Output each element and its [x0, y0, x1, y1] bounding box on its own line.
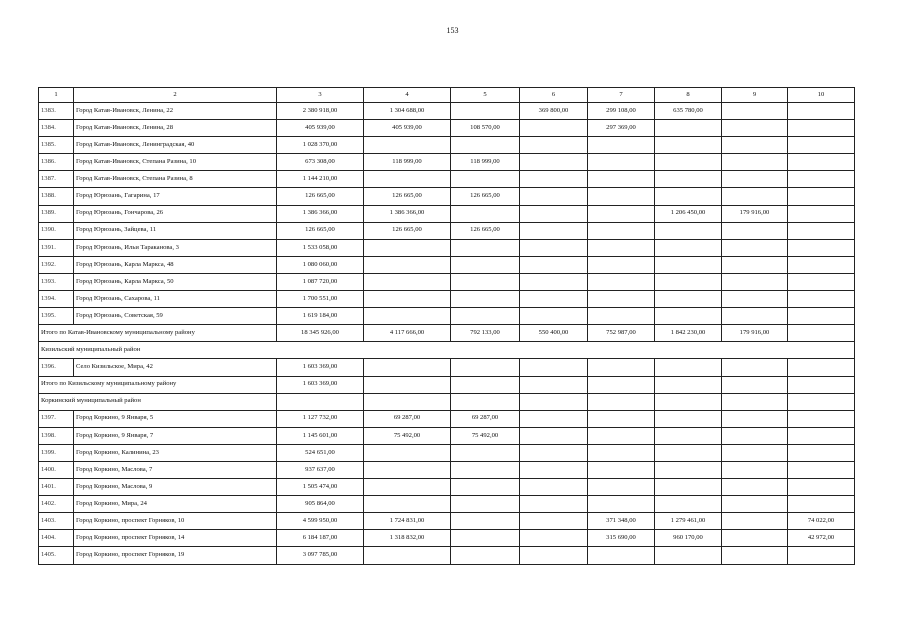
value-cell-5: 69 287,00	[451, 410, 520, 427]
value-cell-6	[520, 291, 588, 308]
value-cell-6	[520, 171, 588, 188]
value-cell-7	[588, 461, 655, 478]
address-cell: Город Катав-Ивановск, Ленина, 28	[74, 120, 277, 137]
value-cell-8	[655, 427, 722, 444]
header-row	[39, 88, 855, 103]
value-cell-3: 1 505 474,00	[277, 479, 364, 496]
address-cell: Город Юрюзань, Карла Маркса, 48	[74, 256, 277, 273]
table-row	[39, 239, 855, 256]
empty-cell	[451, 393, 520, 410]
column-header-6: 6	[520, 88, 588, 103]
row-number: 1404.	[39, 530, 74, 547]
total-value-10	[788, 325, 855, 342]
column-header-9: 9	[722, 88, 788, 103]
value-cell-7	[588, 273, 655, 290]
table-row	[39, 359, 855, 376]
value-cell-8: 960 170,00	[655, 530, 722, 547]
value-cell-7	[588, 137, 655, 154]
total-label: Итого по Катав-Ивановскому муниципальному району	[39, 325, 277, 342]
value-cell-8	[655, 222, 722, 239]
row-number: 1402.	[39, 496, 74, 513]
value-cell-5	[451, 479, 520, 496]
value-cell-6: 369 800,00	[520, 103, 588, 120]
value-cell-9	[722, 137, 788, 154]
value-cell-3: 1 127 732,00	[277, 410, 364, 427]
value-cell-6	[520, 239, 588, 256]
column-header-7: 7	[588, 88, 655, 103]
empty-cell	[277, 393, 364, 410]
value-cell-10	[788, 273, 855, 290]
value-cell-6	[520, 273, 588, 290]
address-cell: Город Юрюзань, Ильи Тараканова, 3	[74, 239, 277, 256]
table-row	[39, 479, 855, 496]
empty-cell	[520, 393, 588, 410]
address-cell: Город Коркино, Маслова, 9	[74, 479, 277, 496]
value-cell-6	[520, 479, 588, 496]
value-cell-9	[722, 239, 788, 256]
address-cell: Город Юрюзань, Зайцева, 11	[74, 222, 277, 239]
value-cell-7	[588, 547, 655, 564]
value-cell-6	[520, 444, 588, 461]
value-cell-7	[588, 308, 655, 325]
value-cell-8: 1 206 450,00	[655, 205, 722, 222]
row-number: 1399.	[39, 444, 74, 461]
value-cell-6	[520, 154, 588, 171]
value-cell-10: 74 022,00	[788, 513, 855, 530]
total-value-10	[788, 376, 855, 393]
value-cell-10	[788, 427, 855, 444]
value-cell-3: 1 144 210,00	[277, 171, 364, 188]
value-cell-4: 1 724 831,00	[364, 513, 451, 530]
value-cell-7	[588, 256, 655, 273]
row-number: 1397.	[39, 410, 74, 427]
value-cell-10	[788, 188, 855, 205]
value-cell-8	[655, 291, 722, 308]
row-number: 1395.	[39, 308, 74, 325]
value-cell-8	[655, 273, 722, 290]
total-value-3: 18 345 926,00	[277, 325, 364, 342]
value-cell-10	[788, 120, 855, 137]
value-cell-5: 108 570,00	[451, 120, 520, 137]
value-cell-4	[364, 479, 451, 496]
row-number: 1403.	[39, 513, 74, 530]
table-row	[39, 496, 855, 513]
value-cell-8	[655, 308, 722, 325]
address-cell: Город Коркино, 9 Января, 5	[74, 410, 277, 427]
row-number: 1391.	[39, 239, 74, 256]
address-cell: Город Катав-Ивановск, Ленинградская, 40	[74, 137, 277, 154]
value-cell-9	[722, 359, 788, 376]
table-row	[39, 154, 855, 171]
value-cell-5	[451, 308, 520, 325]
value-cell-4: 69 287,00	[364, 410, 451, 427]
value-cell-9	[722, 308, 788, 325]
value-cell-6	[520, 137, 588, 154]
value-cell-5	[451, 137, 520, 154]
table-row	[39, 547, 855, 564]
value-cell-3: 905 864,00	[277, 496, 364, 513]
value-cell-5	[451, 359, 520, 376]
value-cell-6	[520, 547, 588, 564]
value-cell-5: 126 665,00	[451, 222, 520, 239]
row-number: 1390.	[39, 222, 74, 239]
value-cell-10	[788, 461, 855, 478]
value-cell-9	[722, 256, 788, 273]
value-cell-4: 405 939,00	[364, 120, 451, 137]
value-cell-3: 1 080 060,00	[277, 256, 364, 273]
total-value-9	[722, 376, 788, 393]
value-cell-3: 1 087 720,00	[277, 273, 364, 290]
value-cell-9	[722, 496, 788, 513]
value-cell-9	[722, 154, 788, 171]
value-cell-8	[655, 479, 722, 496]
value-cell-9	[722, 444, 788, 461]
total-value-5: 792 133,00	[451, 325, 520, 342]
value-cell-4: 75 492,00	[364, 427, 451, 444]
table-row	[39, 513, 855, 530]
value-cell-3: 1 603 369,00	[277, 359, 364, 376]
value-cell-5	[451, 513, 520, 530]
value-cell-10	[788, 137, 855, 154]
value-cell-3: 405 939,00	[277, 120, 364, 137]
table-row	[39, 222, 855, 239]
value-cell-3: 673 308,00	[277, 154, 364, 171]
value-cell-4	[364, 239, 451, 256]
value-cell-6	[520, 359, 588, 376]
value-cell-7: 299 108,00	[588, 103, 655, 120]
value-cell-7	[588, 205, 655, 222]
value-cell-10	[788, 410, 855, 427]
row-number: 1384.	[39, 120, 74, 137]
value-cell-7	[588, 171, 655, 188]
address-cell: Город Катав-Ивановск, Степана Разина, 8	[74, 171, 277, 188]
value-cell-8	[655, 256, 722, 273]
value-cell-5	[451, 530, 520, 547]
column-header-4: 4	[364, 88, 451, 103]
value-cell-7: 315 690,00	[588, 530, 655, 547]
value-cell-6	[520, 222, 588, 239]
row-number: 1396.	[39, 359, 74, 376]
value-cell-10	[788, 205, 855, 222]
value-cell-3: 1 619 184,00	[277, 308, 364, 325]
value-cell-10	[788, 308, 855, 325]
value-cell-3: 937 637,00	[277, 461, 364, 478]
value-cell-10	[788, 444, 855, 461]
value-cell-8	[655, 171, 722, 188]
value-cell-3: 1 028 370,00	[277, 137, 364, 154]
value-cell-4	[364, 444, 451, 461]
value-cell-4: 1 304 688,00	[364, 103, 451, 120]
address-cell: Город Коркино, проспект Горняков, 14	[74, 530, 277, 547]
table-row	[39, 256, 855, 273]
value-cell-9	[722, 222, 788, 239]
value-cell-8	[655, 188, 722, 205]
value-cell-5	[451, 291, 520, 308]
section-row	[39, 342, 855, 359]
value-cell-6	[520, 308, 588, 325]
value-cell-9	[722, 530, 788, 547]
value-cell-7: 297 369,00	[588, 120, 655, 137]
section-row	[39, 393, 855, 410]
value-cell-7	[588, 188, 655, 205]
row-number: 1388.	[39, 188, 74, 205]
value-cell-9	[722, 479, 788, 496]
value-cell-4: 1 318 832,00	[364, 530, 451, 547]
value-cell-9	[722, 188, 788, 205]
value-cell-4: 1 386 366,00	[364, 205, 451, 222]
value-cell-8	[655, 461, 722, 478]
section-title: Коркинский муниципальный район	[39, 393, 277, 410]
table-row	[39, 410, 855, 427]
total-value-6: 550 400,00	[520, 325, 588, 342]
empty-cell	[588, 393, 655, 410]
column-header-8: 8	[655, 88, 722, 103]
value-cell-8	[655, 444, 722, 461]
value-cell-3: 4 599 950,00	[277, 513, 364, 530]
address-cell: Город Катав-Ивановск, Ленина, 22	[74, 103, 277, 120]
table-row	[39, 188, 855, 205]
table-row	[39, 444, 855, 461]
value-cell-9	[722, 410, 788, 427]
empty-cell	[788, 393, 855, 410]
value-cell-3: 1 533 058,00	[277, 239, 364, 256]
column-header-3: 3	[277, 88, 364, 103]
value-cell-3: 126 665,00	[277, 188, 364, 205]
value-cell-5: 75 492,00	[451, 427, 520, 444]
address-cell: Город Коркино, 9 Января, 7	[74, 427, 277, 444]
value-cell-7	[588, 479, 655, 496]
value-cell-10	[788, 256, 855, 273]
page-number: 153	[446, 26, 459, 35]
value-cell-10: 42 972,00	[788, 530, 855, 547]
total-value-5	[451, 376, 520, 393]
value-cell-6	[520, 530, 588, 547]
value-cell-3: 1 145 601,00	[277, 427, 364, 444]
total-label: Итого по Кизильскому муниципальному району	[39, 376, 277, 393]
value-cell-6	[520, 496, 588, 513]
value-cell-8	[655, 359, 722, 376]
value-cell-4: 126 665,00	[364, 188, 451, 205]
register-table	[38, 87, 855, 565]
value-cell-7: 371 348,00	[588, 513, 655, 530]
value-cell-10	[788, 479, 855, 496]
table-row	[39, 291, 855, 308]
value-cell-6	[520, 205, 588, 222]
value-cell-3: 126 665,00	[277, 222, 364, 239]
value-cell-6	[520, 427, 588, 444]
value-cell-3: 1 700 551,00	[277, 291, 364, 308]
value-cell-5	[451, 496, 520, 513]
value-cell-4: 118 999,00	[364, 154, 451, 171]
table-body	[39, 88, 855, 565]
value-cell-7	[588, 291, 655, 308]
value-cell-9: 179 916,00	[722, 205, 788, 222]
row-number: 1394.	[39, 291, 74, 308]
value-cell-4	[364, 171, 451, 188]
total-value-6	[520, 376, 588, 393]
address-cell: Город Коркино, проспект Горняков, 10	[74, 513, 277, 530]
value-cell-10	[788, 291, 855, 308]
value-cell-6	[520, 513, 588, 530]
value-cell-5	[451, 205, 520, 222]
row-number: 1389.	[39, 205, 74, 222]
value-cell-4	[364, 256, 451, 273]
value-cell-6	[520, 410, 588, 427]
address-cell: Город Юрюзань, Сахарова, 11	[74, 291, 277, 308]
address-cell: Город Коркино, проспект Горняков, 19	[74, 547, 277, 564]
total-row	[39, 325, 855, 342]
value-cell-3: 524 651,00	[277, 444, 364, 461]
row-number: 1392.	[39, 256, 74, 273]
value-cell-5	[451, 547, 520, 564]
value-cell-5	[451, 444, 520, 461]
value-cell-4	[364, 137, 451, 154]
value-cell-10	[788, 239, 855, 256]
value-cell-8	[655, 410, 722, 427]
value-cell-4	[364, 273, 451, 290]
total-value-8	[655, 376, 722, 393]
value-cell-4	[364, 547, 451, 564]
value-cell-7	[588, 496, 655, 513]
address-cell: Город Юрюзань, Карла Маркса, 50	[74, 273, 277, 290]
value-cell-6	[520, 461, 588, 478]
total-value-7	[588, 376, 655, 393]
column-header-5: 5	[451, 88, 520, 103]
total-value-9: 179 916,00	[722, 325, 788, 342]
value-cell-8	[655, 547, 722, 564]
value-cell-7	[588, 154, 655, 171]
value-cell-5	[451, 103, 520, 120]
table-row	[39, 308, 855, 325]
row-number: 1393.	[39, 273, 74, 290]
value-cell-9	[722, 291, 788, 308]
value-cell-10	[788, 496, 855, 513]
value-cell-7	[588, 444, 655, 461]
value-cell-4	[364, 496, 451, 513]
table-row	[39, 171, 855, 188]
value-cell-10	[788, 222, 855, 239]
row-number: 1400.	[39, 461, 74, 478]
row-number: 1383.	[39, 103, 74, 120]
value-cell-3: 3 097 785,00	[277, 547, 364, 564]
value-cell-3: 6 184 187,00	[277, 530, 364, 547]
value-cell-7	[588, 359, 655, 376]
column-header-10: 10	[788, 88, 855, 103]
value-cell-8	[655, 239, 722, 256]
row-number: 1387.	[39, 171, 74, 188]
value-cell-7	[588, 410, 655, 427]
value-cell-10	[788, 154, 855, 171]
table-row	[39, 120, 855, 137]
value-cell-7	[588, 222, 655, 239]
total-value-4	[364, 376, 451, 393]
value-cell-5	[451, 239, 520, 256]
value-cell-3: 2 380 918,00	[277, 103, 364, 120]
table-row	[39, 427, 855, 444]
address-cell: Город Коркино, Калинина, 23	[74, 444, 277, 461]
address-cell: Город Юрюзань, Гагарина, 17	[74, 188, 277, 205]
value-cell-5: 126 665,00	[451, 188, 520, 205]
value-cell-9	[722, 547, 788, 564]
value-cell-9	[722, 273, 788, 290]
value-cell-8	[655, 120, 722, 137]
value-cell-5	[451, 171, 520, 188]
value-cell-6	[520, 256, 588, 273]
address-cell: Село Кизильское, Мира, 42	[74, 359, 277, 376]
value-cell-5	[451, 273, 520, 290]
column-header-2: 2	[74, 88, 277, 103]
row-number: 1401.	[39, 479, 74, 496]
value-cell-3: 1 386 366,00	[277, 205, 364, 222]
section-title: Кизильский муниципальный район	[39, 342, 855, 359]
value-cell-9	[722, 513, 788, 530]
table-row	[39, 530, 855, 547]
total-value-7: 752 987,00	[588, 325, 655, 342]
total-value-4: 4 117 666,00	[364, 325, 451, 342]
address-cell: Город Юрюзань, Советская, 59	[74, 308, 277, 325]
value-cell-10	[788, 547, 855, 564]
value-cell-10	[788, 359, 855, 376]
value-cell-7	[588, 427, 655, 444]
value-cell-9	[722, 427, 788, 444]
value-cell-6	[520, 188, 588, 205]
value-cell-4: 126 665,00	[364, 222, 451, 239]
value-cell-9	[722, 171, 788, 188]
total-value-8: 1 842 230,00	[655, 325, 722, 342]
value-cell-8	[655, 137, 722, 154]
value-cell-9	[722, 120, 788, 137]
row-number: 1385.	[39, 137, 74, 154]
value-cell-6	[520, 120, 588, 137]
value-cell-8: 1 279 461,00	[655, 513, 722, 530]
value-cell-4	[364, 308, 451, 325]
value-cell-8	[655, 154, 722, 171]
value-cell-9	[722, 461, 788, 478]
total-value-3: 1 603 369,00	[277, 376, 364, 393]
value-cell-5	[451, 461, 520, 478]
row-number: 1398.	[39, 427, 74, 444]
row-number: 1386.	[39, 154, 74, 171]
table-row	[39, 205, 855, 222]
address-cell: Город Катав-Ивановск, Степана Разина, 10	[74, 154, 277, 171]
value-cell-10	[788, 171, 855, 188]
address-cell: Город Юрюзань, Гончарова, 26	[74, 205, 277, 222]
value-cell-4	[364, 359, 451, 376]
value-cell-5	[451, 256, 520, 273]
table-row	[39, 273, 855, 290]
value-cell-5: 118 999,00	[451, 154, 520, 171]
row-number: 1405.	[39, 547, 74, 564]
value-cell-4	[364, 461, 451, 478]
value-cell-7	[588, 239, 655, 256]
value-cell-8: 635 780,00	[655, 103, 722, 120]
value-cell-8	[655, 496, 722, 513]
table-row	[39, 103, 855, 120]
value-cell-10	[788, 103, 855, 120]
value-cell-9	[722, 103, 788, 120]
address-cell: Город Коркино, Маслова, 7	[74, 461, 277, 478]
value-cell-4	[364, 291, 451, 308]
empty-cell	[722, 393, 788, 410]
total-row	[39, 376, 855, 393]
empty-cell	[364, 393, 451, 410]
table-row	[39, 461, 855, 478]
address-cell: Город Коркино, Мира, 24	[74, 496, 277, 513]
table-row	[39, 137, 855, 154]
empty-cell	[655, 393, 722, 410]
column-header-1: 1	[39, 88, 74, 103]
